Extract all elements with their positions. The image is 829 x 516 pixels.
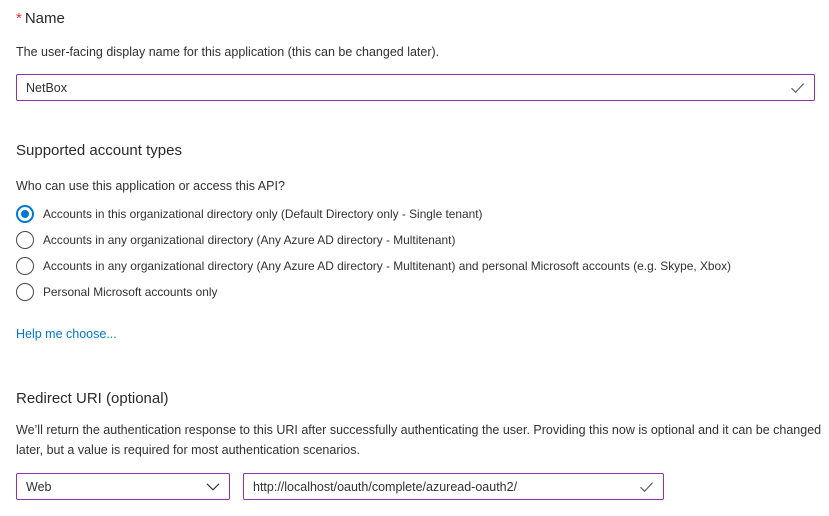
name-input-field[interactable] <box>16 74 815 101</box>
redirect-uri-input[interactable] <box>244 474 663 499</box>
radio-option-multitenant[interactable] <box>16 231 455 249</box>
required-asterisk: * <box>16 10 22 27</box>
account-types-question: Who can use this application or access this API? <box>16 179 285 193</box>
help-me-choose-link[interactable]: Help me choose... <box>16 327 117 341</box>
radio-button[interactable] <box>16 283 34 301</box>
radio-option-personal-only[interactable] <box>16 283 217 301</box>
radio-button[interactable] <box>16 205 34 223</box>
radio-label: Accounts in any organizational directory (Any Azure AD directory - Multitenant) <box>43 233 456 247</box>
radio-label: Personal Microsoft accounts only <box>43 285 218 299</box>
radio-button[interactable] <box>16 257 34 275</box>
radio-label: Accounts in any organizational directory (Any Azure AD directory - Multitenant) and personal Microsoft accounts (e.g. Skype, Xbox) <box>43 259 732 273</box>
name-description: The user-facing display name for this application (this can be changed later). <box>16 45 440 59</box>
supported-account-types-title: Supported account types <box>16 142 182 159</box>
platform-select-value: Web <box>26 479 52 494</box>
radio-option-multitenant-personal[interactable] <box>16 257 731 275</box>
redirect-uri-title: Redirect URI (optional) <box>16 390 169 407</box>
name-input[interactable] <box>17 75 814 100</box>
name-section-title <box>16 10 65 27</box>
radio-option-single-tenant[interactable] <box>16 205 483 223</box>
radio-label: Accounts in this organizational directory only (Default Directory only - Single tenant) <box>43 207 483 221</box>
chevron-down-icon <box>206 483 220 491</box>
name-title-text: Name <box>24 10 65 27</box>
platform-select[interactable] <box>16 473 230 500</box>
redirect-uri-input-field[interactable] <box>243 473 664 500</box>
redirect-uri-description: We’ll return the authentication response to this URI after successfully authenticating the user. Providing this now is optional and it can be changed later, but a value is required for most authentication scenarios. <box>16 423 822 457</box>
radio-button[interactable] <box>16 231 34 249</box>
